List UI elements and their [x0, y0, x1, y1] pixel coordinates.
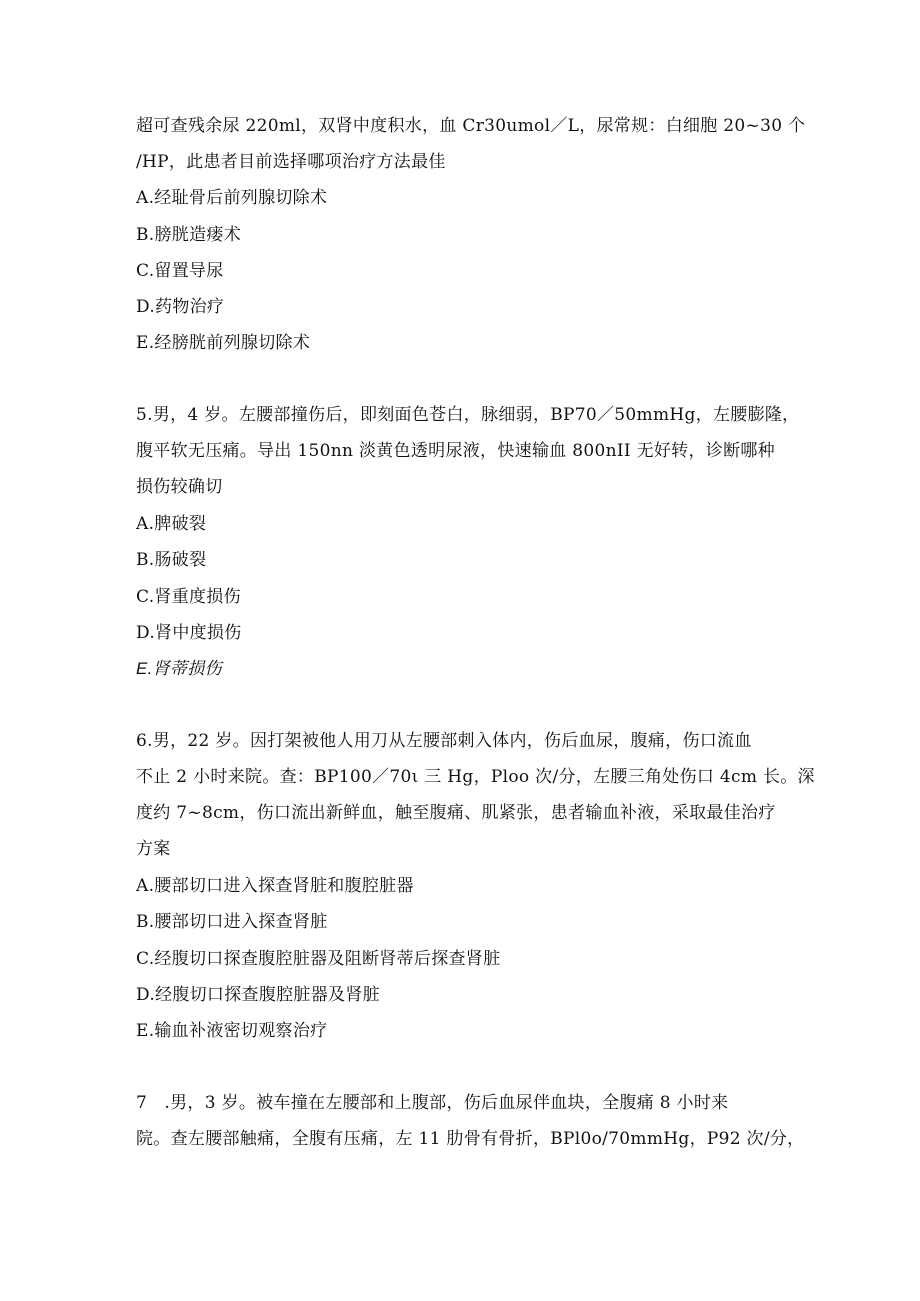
- q5-option-a: A.脾破裂: [136, 514, 207, 534]
- q4-option-d: D.药物治疗: [136, 297, 225, 317]
- q4-option-b: B.膀胱造瘘术: [136, 225, 241, 245]
- q6-option-b: B.腰部切口进入探查肾脏: [136, 912, 328, 932]
- q6-stem-line-1: 6.男，22 岁。因打架被他人用刀从左腰部刺入体内，伤后血尿，腹痛，伤口流血: [136, 731, 752, 751]
- q7-stem-line-2: 院。查左腰部触痛，全腹有压痛，左 11 肋骨有骨折，BPl0o/70mmHg，P92 次/分，: [136, 1129, 805, 1149]
- q4-option-c: C.留置导尿: [136, 261, 224, 281]
- q5-stem-line-2: 腹平软无压痛。导出 150nn 淡黄色透明尿液，快速输血 800nII 无好转，诊断哪种: [136, 441, 775, 461]
- q4-stem-line-1: 超可查残余尿 220ml，双肾中度积水，血 Cr30umol／L，尿常规：白细胞 20~30 个: [136, 116, 806, 136]
- q5-option-e: E.肾蒂损伤: [136, 659, 222, 678]
- q5-option-b: B.肠破裂: [136, 550, 207, 570]
- q6-option-d: D.经腹切口探查腹腔脏器及肾脏: [136, 985, 380, 1005]
- q4-option-a: A.经耻骨后前列腺切除术: [136, 188, 328, 208]
- q6-stem-line-2: 不止 2 小时来院。查：BP100／70ι 三 Hg，Ploo 次/分，左腰三角处伤口 4cm 长。深: [136, 767, 815, 787]
- q7-stem-line-1: 7 .男，3 岁。被车撞在左腰部和上腹部，伤后血尿伴血块，全腹痛 8 小时来: [136, 1093, 729, 1113]
- q6-option-e: E.输血补液密切观察治疗: [136, 1021, 328, 1041]
- q6-stem-line-3: 度约 7~8cm，伤口流出新鲜血，触至腹痛、肌紧张，患者输血补液，采取最佳治疗: [136, 803, 776, 823]
- q6-option-c: C.经腹切口探查腹腔脏器及阻断肾蒂后探查肾脏: [136, 949, 501, 969]
- q5-option-d: D.肾中度损伤: [136, 623, 242, 643]
- q5-stem-line-1: 5.男，4 岁。左腰部撞伤后，即刻面色苍白，脉细弱，BP70／50mmHg，左腰膨隆，: [136, 405, 800, 425]
- q5-option-c: C.肾重度损伤: [136, 587, 241, 607]
- q6-option-a: A.腰部切口进入探查肾脏和腹腔脏器: [136, 876, 414, 896]
- q4-stem-line-2: /HP，此患者目前选择哪项治疗方法最佳: [136, 152, 446, 172]
- q5-stem-line-3: 损伤较确切: [136, 477, 223, 497]
- q6-stem-line-4: 方案: [136, 839, 171, 859]
- q4-option-e: E.经膀胱前列腺切除术: [136, 333, 311, 353]
